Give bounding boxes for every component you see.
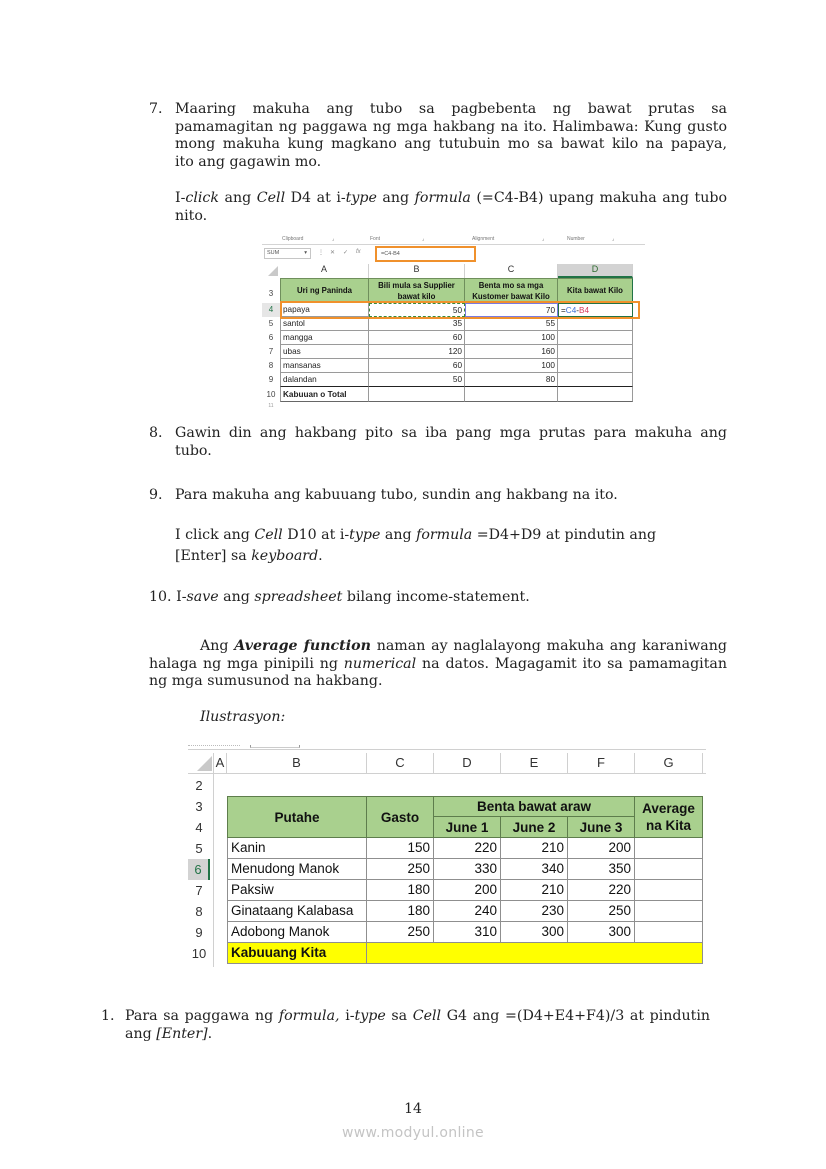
- cell-c6[interactable]: 250: [367, 859, 434, 880]
- column-header-b[interactable]: B: [369, 264, 465, 278]
- dialog-launcher-icon[interactable]: ⌟: [422, 236, 425, 242]
- step-7-text: [175, 101, 727, 171]
- cell-f8[interactable]: 250: [568, 901, 635, 922]
- row-header-10[interactable]: 10: [191, 946, 207, 961]
- cell-d9[interactable]: 310: [434, 922, 501, 943]
- cell-a4[interactable]: papaya: [280, 303, 369, 317]
- divider: [188, 749, 706, 750]
- cell-d4-active[interactable]: =C4-B4: [558, 303, 633, 317]
- cell-a7[interactable]: ubas: [280, 345, 369, 359]
- select-all-corner[interactable]: [188, 753, 214, 773]
- row-header-7[interactable]: 7: [268, 347, 274, 356]
- step-7-line-1: Maaring makuha ang tubo sa pagbebenta ng bawat prutas sa: [175, 101, 727, 117]
- cell-c8[interactable]: 180: [367, 901, 434, 922]
- cell-c10[interactable]: [465, 387, 558, 402]
- cell-g8[interactable]: [635, 901, 703, 922]
- column-header-d[interactable]: D: [434, 753, 501, 773]
- column-header-a[interactable]: A: [280, 264, 369, 278]
- dialog-launcher-icon[interactable]: ⌟: [332, 236, 335, 242]
- cell-b6[interactable]: Menudong Manok: [227, 859, 367, 880]
- row-header-4[interactable]: 4: [195, 820, 203, 835]
- header-uri-ng-paninda[interactable]: Uri ng Paninda: [280, 278, 369, 303]
- cell-d8[interactable]: 240: [434, 901, 501, 922]
- header-benta-bawat-araw[interactable]: Benta bawat araw: [434, 796, 635, 817]
- cell-d6[interactable]: 330: [434, 859, 501, 880]
- header-kita-bawat-kilo[interactable]: Kita bawat Kilo: [558, 278, 633, 303]
- cell-d7[interactable]: 200: [434, 880, 501, 901]
- cell-c5[interactable]: 55: [465, 317, 558, 331]
- cell-d8[interactable]: [558, 359, 633, 373]
- cell-b5[interactable]: Kanin: [227, 838, 367, 859]
- cell-a8[interactable]: mansanas: [280, 359, 369, 373]
- row-header-6[interactable]: 6: [268, 333, 274, 342]
- header-putahe[interactable]: Putahe: [227, 796, 367, 838]
- cell-b7[interactable]: Paksiw: [227, 880, 367, 901]
- row-header-3[interactable]: 3: [268, 289, 274, 298]
- page-number: 14: [404, 1101, 422, 1117]
- column-header-e[interactable]: E: [501, 753, 568, 773]
- cell-a5[interactable]: santol: [280, 317, 369, 331]
- average-function-intro: Ang Average function naman ay naglalayong makuha ang karaniwang halaga ng mga pinipili ng numerical na datos. Magagamit ito sa pamamagitan ng mga sumusunod na hakbang.: [149, 638, 727, 690]
- header-gasto[interactable]: Gasto: [367, 796, 434, 838]
- ribbon-alignment-label: Alignment: [472, 236, 495, 242]
- row-header-divider: [213, 753, 214, 967]
- step-7-instruction: I-click ang Cell D4 at i-type ang formula (=C4-B4) upang makuha ang tubo nito.: [175, 190, 727, 224]
- cell-b10-kabuuang-kita[interactable]: Kabuuang Kita: [227, 943, 367, 964]
- cell-d6[interactable]: [558, 331, 633, 345]
- step-10-number: 10.: [149, 589, 172, 605]
- step-8-number: 8.: [149, 425, 163, 441]
- cell-b5[interactable]: 35: [369, 317, 465, 331]
- dialog-launcher-icon[interactable]: ⌟: [542, 236, 545, 242]
- excel-screenshot-profit: [262, 233, 647, 411]
- cell-c10-g10-total[interactable]: [367, 943, 703, 964]
- column-header-a[interactable]: A: [214, 753, 227, 773]
- cell-e7[interactable]: 210: [501, 880, 568, 901]
- enter-check-icon[interactable]: ✓: [343, 250, 349, 256]
- header-june-3[interactable]: June 3: [568, 817, 635, 838]
- row-header-10[interactable]: 10: [266, 390, 276, 399]
- step-9-instruction: I click ang Cell D10 at i-type ang formula =D4+D9 at pindutin ang [Enter] sa keyboard.: [175, 527, 657, 564]
- cancel-icon[interactable]: ✕: [330, 250, 336, 256]
- header-bili-supplier[interactable]: Bili mula sa Supplier bawat kilo: [369, 278, 465, 303]
- column-header-g[interactable]: G: [635, 753, 703, 773]
- cell-c8[interactable]: 100: [465, 359, 558, 373]
- cell-f6[interactable]: 350: [568, 859, 635, 880]
- row-header-6[interactable]: 6: [188, 859, 210, 880]
- dropdown-arrow-icon[interactable]: ▾: [304, 250, 307, 256]
- illustration-label: Ilustrasyon:: [200, 709, 286, 725]
- cell-b9[interactable]: Adobong Manok: [227, 922, 367, 943]
- column-header-b[interactable]: B: [227, 753, 367, 773]
- row-header-7[interactable]: 7: [195, 883, 203, 898]
- ribbon-group-labels: [262, 233, 645, 245]
- ribbon-clipboard-label: Clipboard: [282, 236, 304, 242]
- row-header-4[interactable]: 4: [262, 303, 280, 317]
- cell-g7[interactable]: [635, 880, 703, 901]
- ribbon-number-label: Number: [567, 236, 585, 242]
- cell-d5[interactable]: 220: [434, 838, 501, 859]
- header-june-2[interactable]: June 2: [501, 817, 568, 838]
- cell-b9[interactable]: 50: [369, 373, 465, 387]
- cell-f5[interactable]: 200: [568, 838, 635, 859]
- cell-a10-total[interactable]: Kabuuan o Total: [280, 387, 369, 402]
- step-8-text: Gawin din ang hakbang pito sa iba pang mga prutas para makuha ang tubo.: [175, 425, 727, 459]
- step-7-line-2: pamamagitan ng paggawa ng mga hakbang na ito. Halimbawa: Kung gusto: [175, 118, 727, 135]
- step-9-number: 9.: [149, 487, 163, 503]
- formula-bar-buttons: [318, 249, 373, 259]
- separator-icon: ⋮: [318, 250, 324, 256]
- cell-f9[interactable]: 300: [568, 922, 635, 943]
- select-all-corner[interactable]: [262, 264, 280, 278]
- cell-f7[interactable]: 220: [568, 880, 635, 901]
- cell-b6[interactable]: 60: [369, 331, 465, 345]
- row-header-11-partial: 11: [268, 403, 274, 407]
- divider: [188, 773, 706, 774]
- cell-d7[interactable]: [558, 345, 633, 359]
- cell-c7[interactable]: 180: [367, 880, 434, 901]
- cell-c5[interactable]: 150: [367, 838, 434, 859]
- cell-b8[interactable]: Ginataang Kalabasa: [227, 901, 367, 922]
- row-header-8[interactable]: 8: [268, 361, 274, 370]
- column-header-c[interactable]: C: [465, 264, 558, 278]
- header-june-1[interactable]: June 1: [434, 817, 501, 838]
- step-7-line-4: ito ang gagawin mo.: [175, 153, 322, 170]
- formula-input[interactable]: =C4-B4: [375, 246, 476, 262]
- cell-b7[interactable]: 120: [369, 345, 465, 359]
- row-header-3[interactable]: 3: [195, 799, 203, 814]
- cell-a9[interactable]: dalandan: [280, 373, 369, 387]
- row-header-5[interactable]: 5: [195, 841, 203, 856]
- watermark: www.modyul.online: [342, 1125, 484, 1141]
- cell-g9[interactable]: [635, 922, 703, 943]
- name-box[interactable]: SUM ▾: [264, 248, 311, 259]
- row-4-highlight: [280, 301, 640, 319]
- cell-b4[interactable]: 50: [369, 303, 465, 317]
- cell-g6[interactable]: [635, 859, 703, 880]
- step-7-number: 7.: [149, 101, 163, 117]
- column-header-c[interactable]: C: [367, 753, 434, 773]
- step-9-text: Para makuha ang kabuuang tubo, sundin ang hakbang na ito.: [175, 487, 618, 503]
- cell-c7[interactable]: 160: [465, 345, 558, 359]
- cell-e8[interactable]: 230: [501, 901, 568, 922]
- step-1-text: Para sa paggawa ng formula, i-type sa Cell G4 ang =(D4+E4+F4)/3 at pindutin ang [Enter].: [125, 1008, 711, 1042]
- row-header-5[interactable]: 5: [268, 319, 274, 328]
- cell-d9[interactable]: [558, 373, 633, 387]
- row-header-8[interactable]: 8: [195, 904, 203, 919]
- cell-c4[interactable]: 70: [465, 303, 558, 317]
- column-header-d[interactable]: D: [558, 264, 633, 278]
- cell-a6[interactable]: mangga: [280, 331, 369, 345]
- cell-c9[interactable]: 80: [465, 373, 558, 387]
- toolbar-remnant: [250, 745, 300, 748]
- header-average-na-kita[interactable]: Average na Kita: [635, 796, 703, 838]
- cell-b8[interactable]: 60: [369, 359, 465, 373]
- ribbon-font-label: Font: [370, 236, 381, 242]
- excel-screenshot-average: [188, 745, 708, 967]
- row-header-9[interactable]: 9: [268, 375, 274, 384]
- toolbar-remnant: [188, 745, 240, 747]
- step-7-line-3: mong makuha kung magkano ang tutubuin mo sa bawat kilo na papaya,: [175, 136, 727, 153]
- cell-d10[interactable]: [558, 387, 633, 402]
- column-header-f[interactable]: F: [568, 753, 635, 773]
- cell-b10[interactable]: [369, 387, 465, 402]
- row-header-9[interactable]: 9: [195, 925, 203, 940]
- row-header-2[interactable]: 2: [195, 778, 203, 793]
- cell-e5[interactable]: 210: [501, 838, 568, 859]
- insert-function-icon[interactable]: fx: [356, 249, 361, 255]
- step-1-number: 1.: [101, 1008, 115, 1024]
- cell-g5[interactable]: [635, 838, 703, 859]
- header-benta-kustomer[interactable]: Benta mo sa mga Kustomer bawat Kilo: [465, 278, 558, 303]
- cell-e6[interactable]: 340: [501, 859, 568, 880]
- cell-d5[interactable]: [558, 317, 633, 331]
- step-10-text: 10. I-save ang spreadsheet bilang income-statement.: [149, 589, 530, 605]
- cell-e9[interactable]: 300: [501, 922, 568, 943]
- formula-bar: [262, 246, 645, 262]
- dialog-launcher-icon[interactable]: ⌟: [612, 236, 615, 242]
- cell-c9[interactable]: 250: [367, 922, 434, 943]
- cell-c6[interactable]: 100: [465, 331, 558, 345]
